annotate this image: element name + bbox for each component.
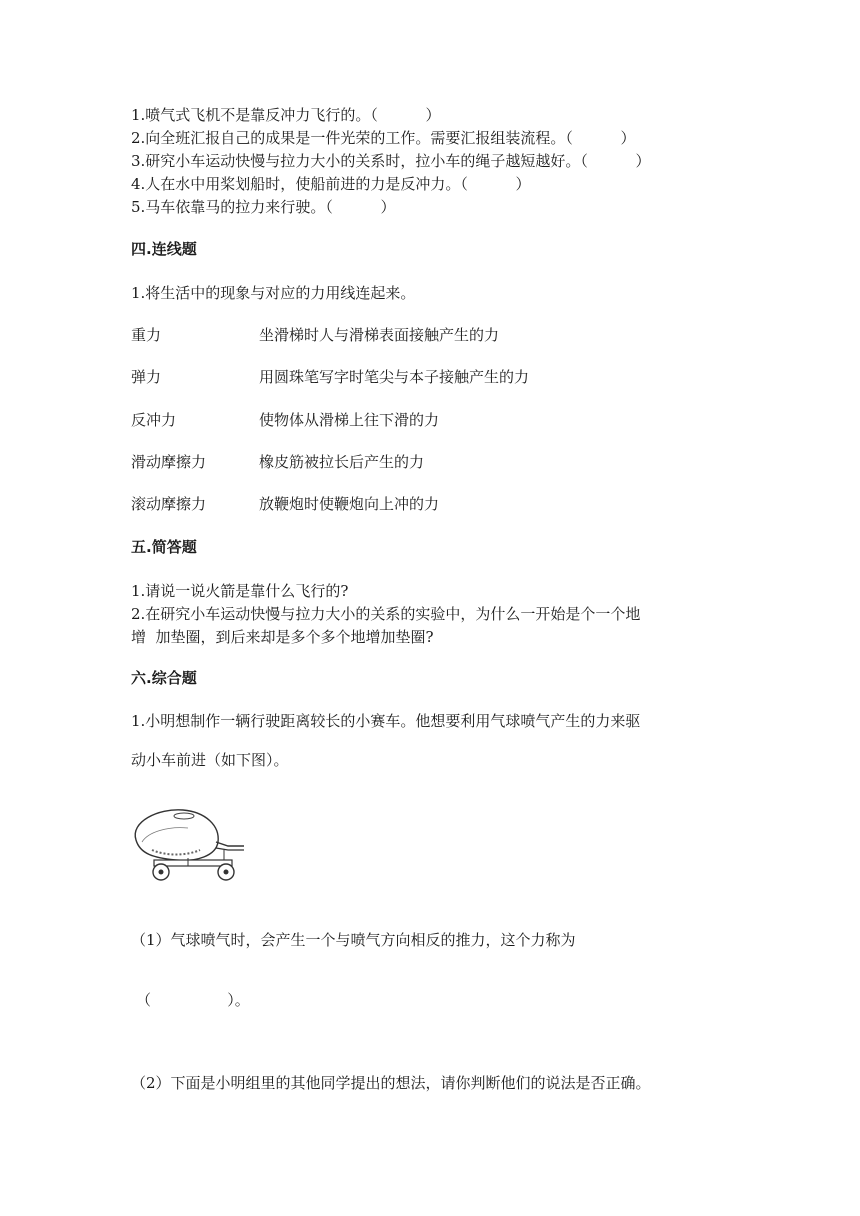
- section-6-q1-line2: 动小车前进（如下图）。: [131, 751, 289, 769]
- balloon-car-illustration: [128, 802, 248, 888]
- section-6-sub1-answer-blank: （ ）。: [136, 991, 250, 1009]
- tf-item-5: 5.马车依靠马的拉力来行驶。（ ）: [131, 198, 396, 216]
- match-left-5: 滚动摩擦力: [131, 495, 207, 513]
- section-6-sub1-line1: （1）气球喷气时，会产生一个与喷气方向相反的推力，这个力称为: [131, 931, 576, 949]
- tf-item-4: 4.人在水中用桨划船时，使船前进的力是反冲力。（ ）: [131, 175, 531, 193]
- match-right-3: 使物体从滑梯上往下滑的力: [259, 411, 440, 429]
- section-4-title: 四.连线题: [131, 240, 197, 258]
- match-left-4: 滑动摩擦力: [131, 453, 207, 471]
- match-right-5: 放鞭炮时使鞭炮向上冲的力: [259, 495, 440, 513]
- section-4-question: 1.将生活中的现象与对应的力用线连起来。: [131, 284, 416, 302]
- match-right-1: 坐滑梯时人与滑梯表面接触产生的力: [259, 326, 500, 344]
- tf-item-3: 3.研究小车运动快慢与拉力大小的关系时，拉小车的绳子越短越好。（ ）: [131, 152, 651, 170]
- tf-item-1: 1.喷气式飞机不是靠反冲力飞行的。（ ）: [131, 106, 441, 124]
- match-right-4: 橡皮筋被拉长后产生的力: [259, 453, 425, 471]
- match-left-1: 重力: [131, 326, 162, 344]
- match-left-2: 弹力: [131, 368, 162, 386]
- section-6-title: 六.综合题: [131, 669, 197, 687]
- match-left-3: 反冲力: [131, 411, 177, 429]
- section-5-q2-line2: 增 加垫圈，到后来却是多个多个地增加垫圈?: [131, 628, 434, 646]
- section-5-title: 五.简答题: [131, 538, 197, 556]
- section-6-q1-line1: 1.小明想制作一辆行驶距离较长的小赛车。他想要利用气球喷气产生的力来驱: [131, 712, 641, 730]
- section-5-q1: 1.请说一说火箭是靠什么飞行的?: [131, 582, 349, 600]
- tf-item-2: 2.向全班汇报自己的成果是一件光荣的工作。需要汇报组装流程。（ ）: [131, 129, 636, 147]
- section-5-q2-line1: 2.在研究小车运动快慢与拉力大小的关系的实验中，为什么一开始是个一个地: [131, 605, 641, 623]
- match-right-2: 用圆珠笔写字时笔尖与本子接触产生的力: [259, 368, 530, 386]
- section-6-sub2: （2）下面是小明组里的其他同学提出的想法，请你判断他们的说法是否正确。: [131, 1074, 651, 1092]
